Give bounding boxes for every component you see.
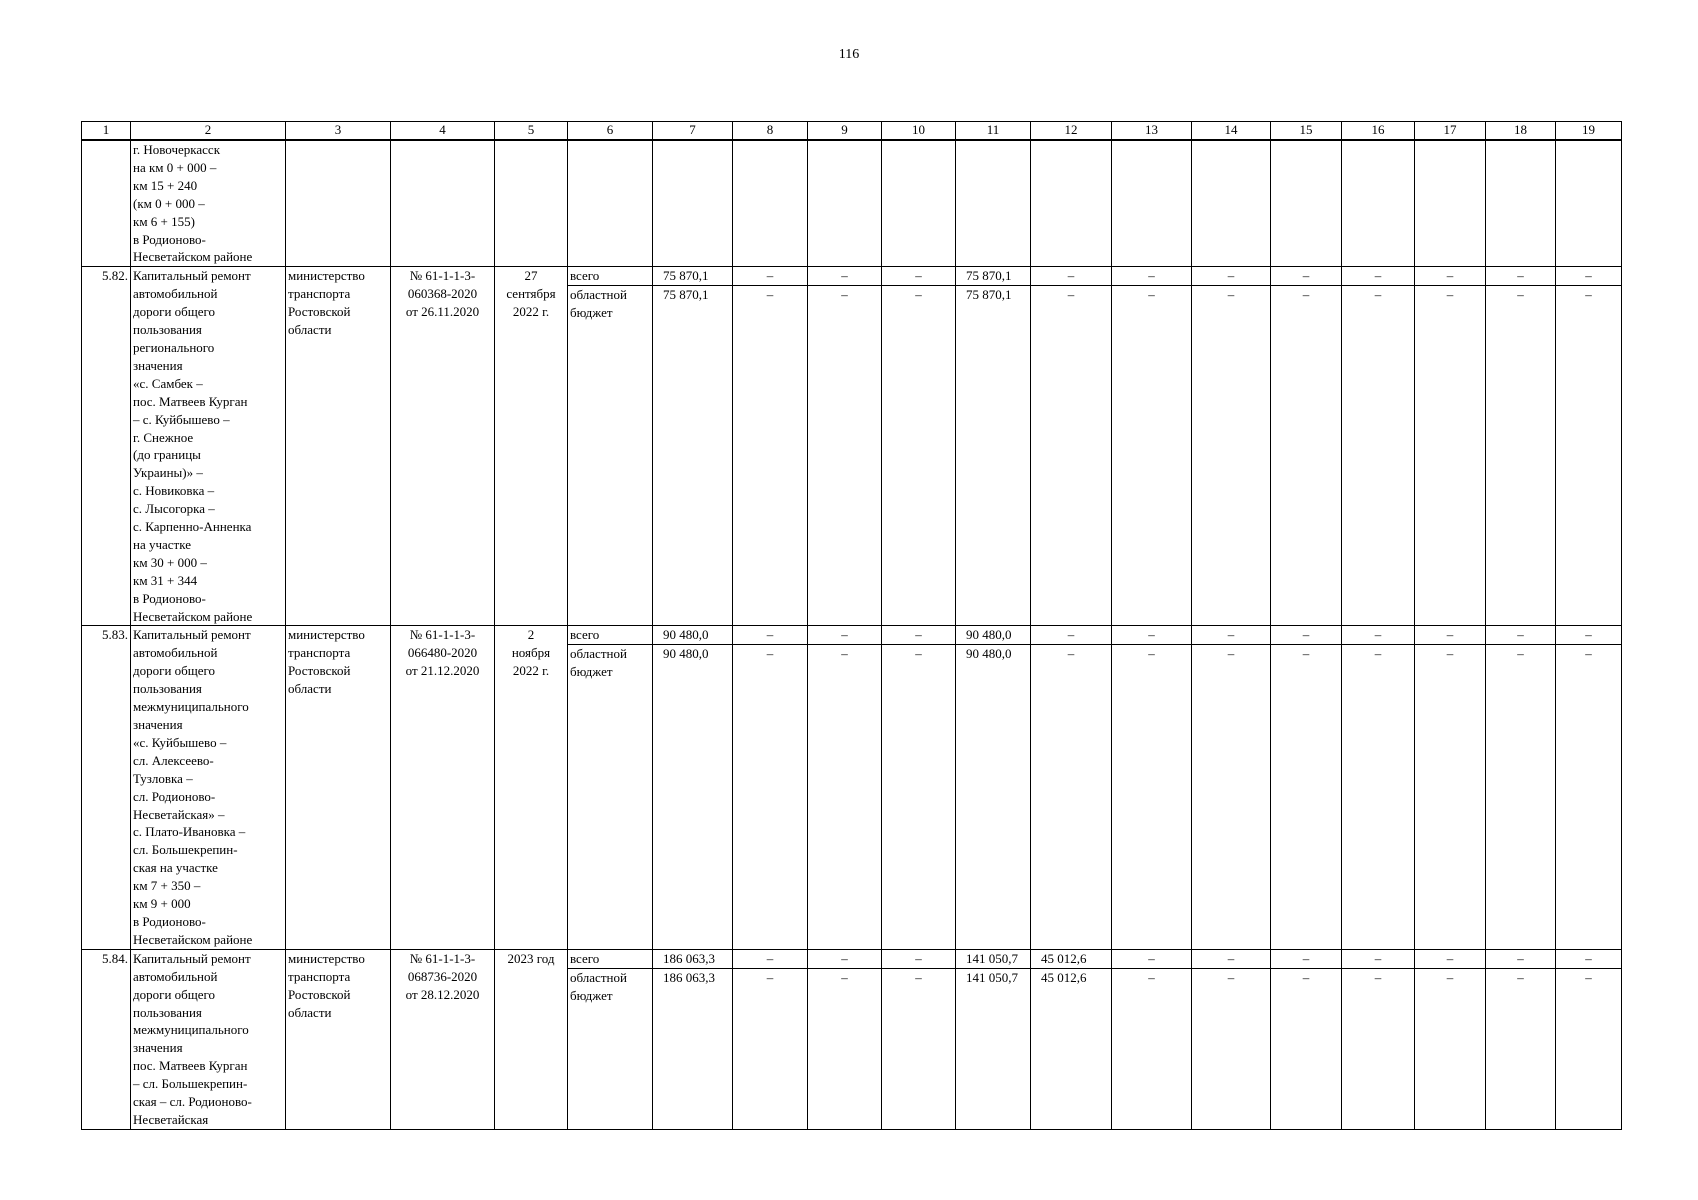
cell-line: межмуниципального (133, 699, 249, 715)
cell-line: пользования (133, 322, 202, 338)
cell-line: км 9 + 000 (133, 896, 191, 912)
document-cell (391, 626, 495, 949)
value-cell-col19: – (1556, 267, 1622, 286)
value-cell-col17: – (1415, 968, 1486, 1129)
value-cell-col16: – (1342, 267, 1415, 286)
funding-source-cell (568, 286, 653, 626)
value-cell-col8: – (733, 949, 808, 968)
cell-line: межмуниципального (133, 1022, 249, 1038)
cell-line: транспорта (288, 968, 351, 984)
cell-line: значения (133, 717, 183, 732)
value-cell-col10: – (882, 626, 956, 645)
value-cell-col13: – (1112, 626, 1192, 645)
value-cell-col14: – (1192, 968, 1271, 1129)
column-number-11: 11 (956, 122, 1031, 141)
cell-line: Капитальный ремонт (133, 950, 251, 966)
column-number-4: 4 (391, 122, 495, 141)
cell-line: 2022 г. (512, 663, 550, 679)
cell-line: (км 0 + 000 – (133, 195, 205, 211)
column-number-18: 18 (1486, 122, 1556, 141)
table-row (82, 140, 1622, 267)
organization-cell (286, 626, 391, 949)
cell-line: областной (570, 969, 627, 985)
cell-line: пользования (133, 1004, 202, 1020)
cell-line: бюджет (570, 664, 613, 680)
column-number-3: 3 (286, 122, 391, 141)
cell-line: км 6 + 155) (133, 213, 195, 229)
object-name-cell (131, 949, 286, 1129)
value-cell-col14: – (1192, 626, 1271, 645)
value-cell-col9: – (808, 267, 882, 286)
value-cell-col15: – (1271, 968, 1342, 1129)
cell-line: области (288, 322, 332, 338)
value-cell-col7: 186 063,3 (653, 968, 733, 1129)
cell-line: (до границы (133, 447, 201, 463)
value-cell-col11: 90 480,0 (956, 645, 1031, 949)
object-name-cell (131, 267, 286, 626)
column-number-5: 5 (495, 122, 568, 141)
value-cell-col10: – (882, 286, 956, 626)
cell-line: областной (570, 646, 627, 662)
value-cell-col8: – (733, 968, 808, 1129)
cell-line: пос. Матвеев Курган (133, 393, 248, 409)
value-cell-col7: 90 480,0 (653, 626, 733, 645)
funding-source-cell: всего (568, 626, 653, 645)
value-cell-col11: 141 050,7 (956, 949, 1031, 968)
cell-line: Ростовской (288, 986, 351, 1002)
cell-line: с. Лысогорка – (133, 501, 215, 517)
cell-line: значения (133, 357, 183, 373)
value-cell-col18: – (1486, 949, 1556, 968)
cell-line: «с. Куйбышево – (133, 734, 227, 750)
value-cell-col14: – (1192, 267, 1271, 286)
cell-line: г. Снежное (133, 429, 194, 445)
cell-line: – с. Куйбышево – (133, 411, 230, 427)
value-cell-col18: – (1486, 968, 1556, 1129)
cell-line: автомобильной (133, 968, 218, 984)
cell-line: Ростовской (288, 663, 351, 679)
column-number-17: 17 (1415, 122, 1486, 141)
cell-line: областной (570, 287, 627, 303)
column-number-8: 8 (733, 122, 808, 141)
cell-line: сентября (506, 286, 556, 302)
value-cell-col11: 90 480,0 (956, 626, 1031, 645)
document-cell (391, 949, 495, 1129)
cell-line: дороги общего (133, 663, 216, 679)
deadline-cell (495, 949, 568, 1129)
document-cell (391, 267, 495, 626)
cell-line: Тузловка – (133, 770, 193, 786)
value-cell-col10: – (882, 645, 956, 949)
object-name-cell (131, 140, 286, 267)
cell-line: 068736-2020 (407, 968, 478, 984)
column-number-15: 15 (1271, 122, 1342, 141)
value-cell-col16: – (1342, 949, 1415, 968)
value-cell-col9: – (808, 949, 882, 968)
value-cell-col11: 141 050,7 (956, 968, 1031, 1129)
value-cell-col17: – (1415, 267, 1486, 286)
cell-line: км 15 + 240 (133, 177, 198, 193)
funding-source-cell: всего (568, 949, 653, 968)
value-cell-col11: 75 870,1 (956, 267, 1031, 286)
cell-line: 2 (527, 627, 535, 643)
row-number-cell: 5.83. (82, 626, 131, 949)
cell-line: ская – сл. Родионово- (133, 1094, 252, 1110)
value-cell-col10: – (882, 267, 956, 286)
value-cell-col7: 75 870,1 (653, 286, 733, 626)
cell-line: 2022 г. (512, 304, 550, 320)
page-number: 116 (838, 47, 860, 62)
cell-line: в Родионово- (133, 913, 206, 929)
cell-line: Ростовской (288, 304, 351, 320)
cell-line: министерство (288, 950, 365, 966)
cell-line: транспорта (288, 286, 351, 302)
value-cell-col19: – (1556, 626, 1622, 645)
cell-line: 27 (524, 268, 538, 284)
funding-source-cell: всего (568, 267, 653, 286)
cell-line: сл. Родионово- (133, 788, 216, 804)
value-cell-col18: – (1486, 286, 1556, 626)
value-cell-col15: – (1271, 267, 1342, 286)
value-cell-col17: – (1415, 645, 1486, 949)
value-cell-col18: – (1486, 626, 1556, 645)
organization-cell (286, 267, 391, 626)
value-cell-col15: – (1271, 645, 1342, 949)
column-number-1: 1 (82, 122, 131, 141)
cell-line: ская на участке (133, 860, 218, 876)
column-number-12: 12 (1031, 122, 1112, 141)
cell-line: от 26.11.2020 (405, 304, 480, 320)
cell-line: дороги общего (133, 986, 216, 1002)
column-number-2: 2 (131, 122, 286, 141)
cell-line: 060368-2020 (407, 286, 478, 302)
value-cell-col18: – (1486, 267, 1556, 286)
cell-line: № 61-1-1-3- (409, 950, 476, 966)
value-cell-col17: – (1415, 626, 1486, 645)
object-name-cell (131, 626, 286, 949)
cell-line: министерство (288, 268, 365, 284)
cell-line: Несветайском районе (133, 608, 253, 624)
cell-line: от 28.12.2020 (405, 986, 480, 1002)
value-cell-col7: 90 480,0 (653, 645, 733, 949)
deadline-cell (495, 626, 568, 949)
value-cell-col12: – (1031, 645, 1112, 949)
value-cell-col13: – (1112, 645, 1192, 949)
column-number-14: 14 (1192, 122, 1271, 141)
cell-line: км 31 + 344 (133, 572, 198, 588)
cell-line: 066480-2020 (407, 645, 478, 661)
cell-line: пользования (133, 681, 202, 697)
value-cell-col9: – (808, 626, 882, 645)
cell-line: от 21.12.2020 (405, 663, 480, 679)
value-cell-col14: – (1192, 286, 1271, 626)
value-cell-col9: – (808, 968, 882, 1129)
value-cell-col10: – (882, 968, 956, 1129)
value-cell-col19: – (1556, 949, 1622, 968)
cell-line: бюджет (570, 305, 613, 321)
cell-line: на км 0 + 000 – (133, 159, 217, 175)
table-row (82, 626, 1622, 645)
value-cell-col17: – (1415, 286, 1486, 626)
value-cell-col19: – (1556, 645, 1622, 949)
value-cell-col15: – (1271, 626, 1342, 645)
value-cell-col9: – (808, 645, 882, 949)
cell-line: Несветайском районе (133, 249, 253, 265)
cell-line: с. Плато-Ивановка – (133, 824, 246, 840)
column-number-7: 7 (653, 122, 733, 141)
cell-line: с. Новиковка – (133, 483, 215, 499)
cell-line: автомобильной (133, 645, 218, 661)
value-cell-col16: – (1342, 645, 1415, 949)
value-cell-col12: – (1031, 626, 1112, 645)
cell-line: Капитальный ремонт (133, 268, 251, 284)
row-number-cell: 5.84. (82, 949, 131, 1129)
value-cell-col8: – (733, 286, 808, 626)
cell-line: на участке (133, 536, 191, 552)
cell-line: Несветайская (133, 1111, 209, 1127)
cell-line: в Родионово- (133, 590, 206, 606)
value-cell-col7: 186 063,3 (653, 949, 733, 968)
cell-line: км 30 + 000 – (133, 554, 207, 570)
value-cell-col15: – (1271, 949, 1342, 968)
cell-line: автомобильной (133, 286, 218, 302)
column-number-13: 13 (1112, 122, 1192, 141)
cell-line: км 7 + 350 – (133, 878, 201, 894)
cell-lines (133, 141, 283, 266)
value-cell-col12: 45 012,6 (1031, 968, 1112, 1129)
value-cell-col14: – (1192, 645, 1271, 949)
cell-line: транспорта (288, 645, 351, 661)
cell-line: сл. Большекрепин- (133, 842, 238, 858)
cell-line: пос. Матвеев Курган (133, 1058, 248, 1074)
cell-line: министерство (288, 627, 365, 643)
value-cell-col9: – (808, 286, 882, 626)
cell-line: г. Новочеркасск (133, 142, 221, 157)
funding-source-cell (568, 645, 653, 949)
cell-line: 2023 год (507, 950, 555, 966)
cell-line: с. Карпенно-Анненка (133, 519, 252, 535)
row-number-cell (82, 140, 131, 267)
value-cell-col17: – (1415, 949, 1486, 968)
cell-line: Украины)» – (133, 465, 203, 481)
column-number-row (82, 122, 1622, 141)
cell-line: № 61-1-1-3- (409, 268, 476, 284)
value-cell-col13: – (1112, 968, 1192, 1129)
value-cell-col7: 75 870,1 (653, 267, 733, 286)
funding-source-cell (568, 968, 653, 1129)
cell-line: регионального (133, 339, 215, 355)
program-table (81, 121, 1622, 1130)
column-number-16: 16 (1342, 122, 1415, 141)
value-cell-col16: – (1342, 286, 1415, 626)
value-cell-col13: – (1112, 267, 1192, 286)
value-cell-col12: 45 012,6 (1031, 949, 1112, 968)
value-cell-col19: – (1556, 968, 1622, 1129)
value-cell-col13: – (1112, 949, 1192, 968)
column-number-10: 10 (882, 122, 956, 141)
value-cell-col16: – (1342, 626, 1415, 645)
row-number-cell: 5.82. (82, 267, 131, 626)
cell-line: «с. Самбек – (133, 375, 203, 391)
value-cell-col8: – (733, 267, 808, 286)
cell-line: сл. Алексеево- (133, 752, 214, 768)
cell-line: области (288, 1004, 332, 1020)
cell-line: значения (133, 1040, 183, 1056)
column-number-19: 19 (1556, 122, 1622, 141)
table-row (82, 267, 1622, 286)
cell-line: области (288, 681, 332, 697)
value-cell-col8: – (733, 626, 808, 645)
value-cell-col12: – (1031, 286, 1112, 626)
value-cell-col13: – (1112, 286, 1192, 626)
cell-line: бюджет (570, 987, 613, 1003)
cell-line: Капитальный ремонт (133, 627, 251, 643)
cell-line: Несветайском районе (133, 931, 253, 947)
cell-line: – сл. Большекрепин- (133, 1076, 248, 1092)
value-cell-col15: – (1271, 286, 1342, 626)
value-cell-col18: – (1486, 645, 1556, 949)
value-cell-col14: – (1192, 949, 1271, 968)
value-cell-col16: – (1342, 968, 1415, 1129)
cell-line: дороги общего (133, 304, 216, 320)
value-cell-col8: – (733, 645, 808, 949)
cell-line: Несветайская» – (133, 806, 225, 822)
value-cell-col11: 75 870,1 (956, 286, 1031, 626)
value-cell-col19: – (1556, 286, 1622, 626)
cell-line: ноября (511, 645, 551, 661)
column-number-9: 9 (808, 122, 882, 141)
table-row (82, 949, 1622, 968)
deadline-cell (495, 267, 568, 626)
value-cell-col10: – (882, 949, 956, 968)
organization-cell (286, 949, 391, 1129)
cell-line: в Родионово- (133, 231, 206, 247)
column-number-6: 6 (568, 122, 653, 141)
value-cell-col12: – (1031, 267, 1112, 286)
cell-line: № 61-1-1-3- (409, 627, 476, 643)
